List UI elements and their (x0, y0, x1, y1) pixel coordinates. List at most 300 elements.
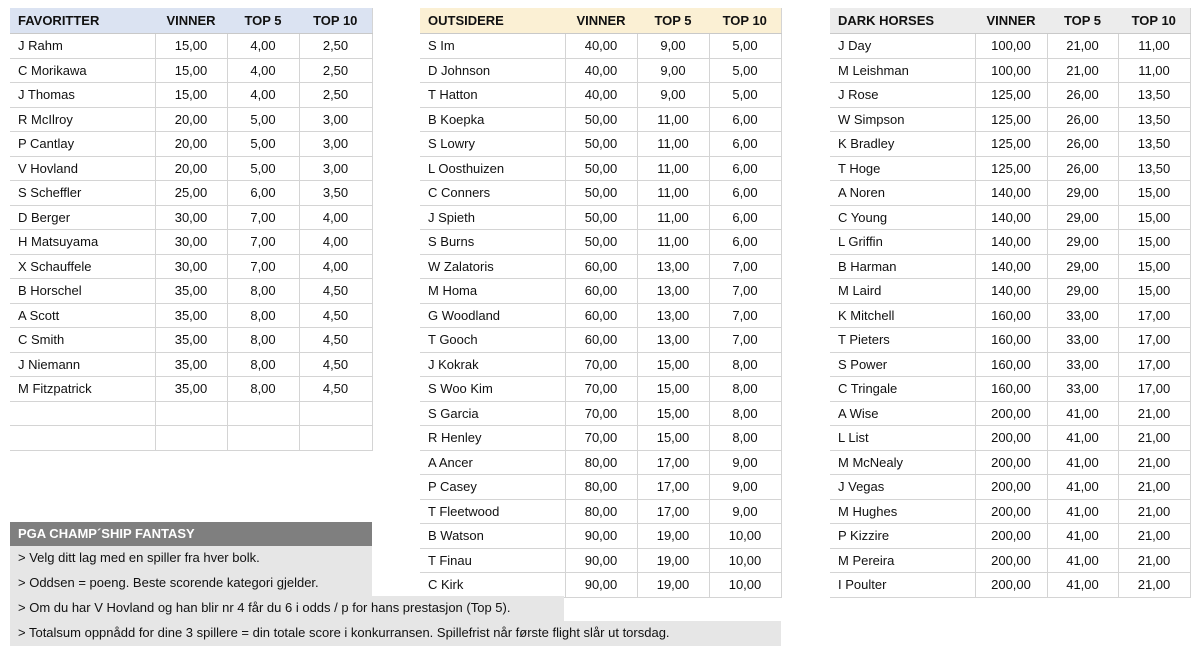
table-row (420, 328, 781, 353)
odds-cell: 21,00 (1118, 401, 1190, 426)
favoritter-body (10, 34, 372, 451)
player-name-cell: J Day (830, 34, 975, 59)
odds-cell: 4,50 (299, 279, 372, 304)
table-row (420, 377, 781, 402)
odds-cell: 30,00 (155, 230, 227, 255)
odds-cell: 11,00 (1118, 34, 1190, 59)
odds-cell: 200,00 (975, 573, 1047, 598)
odds-cell: 3,00 (299, 156, 372, 181)
table-row (420, 181, 781, 206)
odds-cell: 4,00 (299, 230, 372, 255)
odds-cell: 17,00 (637, 475, 709, 500)
player-name-cell: T Gooch (420, 328, 565, 353)
player-name-cell: J Spieth (420, 205, 565, 230)
player-name-cell: K Bradley (830, 132, 975, 157)
odds-cell: 20,00 (155, 156, 227, 181)
favoritter-header (10, 8, 372, 34)
player-name-cell: S Garcia (420, 401, 565, 426)
odds-cell: 5,00 (709, 58, 781, 83)
odds-cell: 8,00 (709, 377, 781, 402)
odds-cell: 9,00 (637, 34, 709, 59)
odds-cell: 17,00 (1118, 377, 1190, 402)
odds-cell: 11,00 (637, 230, 709, 255)
odds-cell: 7,00 (227, 205, 299, 230)
odds-cell: 40,00 (565, 83, 637, 108)
table-row (830, 524, 1190, 549)
player-name-cell: I Poulter (830, 573, 975, 598)
odds-cell: 21,00 (1118, 426, 1190, 451)
player-name-cell: T Finau (420, 548, 565, 573)
player-name-cell: J Vegas (830, 475, 975, 500)
table-row (10, 181, 372, 206)
player-name-cell: M Hughes (830, 499, 975, 524)
player-name-cell: R McIlroy (10, 107, 155, 132)
odds-cell: 33,00 (1047, 352, 1118, 377)
player-name-cell: S Scheffler (10, 181, 155, 206)
odds-cell: 11,00 (637, 132, 709, 157)
column-header-player: OUTSIDERE (420, 8, 565, 34)
table-row (420, 573, 781, 598)
odds-cell: 26,00 (1047, 132, 1118, 157)
table-row (420, 450, 781, 475)
odds-cell: 160,00 (975, 377, 1047, 402)
odds-cell: 13,50 (1118, 107, 1190, 132)
info-line-2: > Oddsen = poeng. Beste scorende kategori gjelder. (10, 571, 372, 596)
odds-cell: 90,00 (565, 524, 637, 549)
odds-cell: 29,00 (1047, 230, 1118, 255)
table-row (420, 499, 781, 524)
odds-cell: 8,00 (227, 352, 299, 377)
table-row (420, 475, 781, 500)
table-row (10, 352, 372, 377)
odds-cell: 13,00 (637, 279, 709, 304)
player-name-cell: S Lowry (420, 132, 565, 157)
odds-cell: 15,00 (637, 352, 709, 377)
player-name-cell: W Simpson (830, 107, 975, 132)
player-name-cell: K Mitchell (830, 303, 975, 328)
column-header-odds: VINNER (565, 8, 637, 34)
player-name-cell: D Berger (10, 205, 155, 230)
odds-cell: 30,00 (155, 205, 227, 230)
odds-cell: 3,00 (299, 107, 372, 132)
player-name-cell: D Johnson (420, 58, 565, 83)
odds-cell: 29,00 (1047, 279, 1118, 304)
player-name-cell: T Pieters (830, 328, 975, 353)
odds-cell: 5,00 (709, 34, 781, 59)
odds-cell: 80,00 (565, 450, 637, 475)
odds-cell: 125,00 (975, 156, 1047, 181)
player-name-cell: S Im (420, 34, 565, 59)
player-name-cell: R Henley (420, 426, 565, 451)
player-name-cell: L List (830, 426, 975, 451)
odds-cell: 200,00 (975, 524, 1047, 549)
odds-cell: 26,00 (1047, 107, 1118, 132)
table-row (830, 377, 1190, 402)
odds-cell: 9,00 (709, 499, 781, 524)
table-row (420, 58, 781, 83)
odds-cell: 29,00 (1047, 181, 1118, 206)
odds-cell: 15,00 (155, 58, 227, 83)
odds-cell: 140,00 (975, 254, 1047, 279)
player-name-cell: P Cantlay (10, 132, 155, 157)
odds-cell: 25,00 (155, 181, 227, 206)
table-row (10, 205, 372, 230)
player-name-cell: J Thomas (10, 83, 155, 108)
odds-cell: 4,50 (299, 303, 372, 328)
odds-cell: 70,00 (565, 352, 637, 377)
column-header-odds: TOP 5 (227, 8, 299, 34)
odds-cell: 15,00 (1118, 279, 1190, 304)
table-row (10, 303, 372, 328)
player-name-cell: C Young (830, 205, 975, 230)
player-name-cell: C Kirk (420, 573, 565, 598)
odds-cell: 21,00 (1047, 34, 1118, 59)
odds-cell: 6,00 (709, 132, 781, 157)
column-header-odds: TOP 10 (1118, 8, 1190, 34)
odds-cell: 41,00 (1047, 524, 1118, 549)
odds-cell: 50,00 (565, 107, 637, 132)
player-name-cell: B Harman (830, 254, 975, 279)
player-name-cell: J Rahm (10, 34, 155, 59)
odds-cell: 13,00 (637, 303, 709, 328)
player-name-cell: L Griffin (830, 230, 975, 255)
odds-cell: 41,00 (1047, 401, 1118, 426)
table-row (830, 83, 1190, 108)
player-name-cell: M Laird (830, 279, 975, 304)
column-header-player: DARK HORSES (830, 8, 975, 34)
odds-cell: 11,00 (637, 107, 709, 132)
column-header-odds: TOP 5 (1047, 8, 1118, 34)
odds-cell: 50,00 (565, 156, 637, 181)
table-row (10, 34, 372, 59)
player-name-cell: M Homa (420, 279, 565, 304)
odds-cell: 7,00 (709, 328, 781, 353)
table-row (420, 83, 781, 108)
odds-cell: 4,50 (299, 377, 372, 402)
player-name-cell: G Woodland (420, 303, 565, 328)
odds-cell: 140,00 (975, 279, 1047, 304)
odds-cell: 80,00 (565, 499, 637, 524)
odds-cell: 60,00 (565, 328, 637, 353)
table-row (420, 132, 781, 157)
table-row (830, 181, 1190, 206)
odds-cell: 160,00 (975, 352, 1047, 377)
odds-cell (227, 401, 299, 426)
odds-cell: 6,00 (709, 181, 781, 206)
odds-cell: 4,00 (227, 58, 299, 83)
table-row (830, 450, 1190, 475)
odds-cell: 6,00 (709, 107, 781, 132)
odds-cell: 17,00 (1118, 352, 1190, 377)
odds-cell: 35,00 (155, 303, 227, 328)
player-name-cell: S Woo Kim (420, 377, 565, 402)
odds-cell: 3,00 (299, 132, 372, 157)
odds-cell: 9,00 (709, 450, 781, 475)
table-row (830, 132, 1190, 157)
odds-cell: 17,00 (637, 499, 709, 524)
odds-cell: 160,00 (975, 328, 1047, 353)
odds-cell: 41,00 (1047, 426, 1118, 451)
odds-cell: 6,00 (709, 205, 781, 230)
odds-cell: 7,00 (709, 303, 781, 328)
odds-cell: 11,00 (637, 156, 709, 181)
table-row (10, 156, 372, 181)
odds-cell: 20,00 (155, 132, 227, 157)
odds-cell: 15,00 (1118, 205, 1190, 230)
odds-cell: 4,00 (299, 254, 372, 279)
dark-horses-body (830, 34, 1190, 598)
odds-cell: 8,00 (227, 279, 299, 304)
odds-cell: 6,00 (709, 156, 781, 181)
table-row (420, 426, 781, 451)
odds-cell: 40,00 (565, 58, 637, 83)
odds-cell: 29,00 (1047, 254, 1118, 279)
player-name-cell: T Fleetwood (420, 499, 565, 524)
odds-cell: 26,00 (1047, 83, 1118, 108)
odds-cell: 100,00 (975, 58, 1047, 83)
table-row (10, 401, 372, 426)
odds-cell: 125,00 (975, 83, 1047, 108)
table-row (10, 132, 372, 157)
odds-cell: 3,50 (299, 181, 372, 206)
odds-cell: 200,00 (975, 548, 1047, 573)
odds-cell: 5,00 (227, 132, 299, 157)
column-header-odds: VINNER (155, 8, 227, 34)
table-row (830, 573, 1190, 598)
player-name-cell: W Zalatoris (420, 254, 565, 279)
player-name-cell: V Hovland (10, 156, 155, 181)
table-row (420, 303, 781, 328)
table-row (420, 254, 781, 279)
odds-cell: 9,00 (637, 83, 709, 108)
player-name-cell: L Oosthuizen (420, 156, 565, 181)
odds-cell: 200,00 (975, 475, 1047, 500)
odds-cell: 50,00 (565, 132, 637, 157)
odds-cell: 140,00 (975, 230, 1047, 255)
odds-cell: 200,00 (975, 426, 1047, 451)
odds-cell: 13,50 (1118, 132, 1190, 157)
table-row (10, 328, 372, 353)
odds-cell: 29,00 (1047, 205, 1118, 230)
odds-cell: 11,00 (637, 205, 709, 230)
player-name-cell: T Hatton (420, 83, 565, 108)
odds-cell: 13,00 (637, 254, 709, 279)
odds-cell: 20,00 (155, 107, 227, 132)
table-row (420, 352, 781, 377)
table-row (830, 230, 1190, 255)
player-name-cell: X Schauffele (10, 254, 155, 279)
table-row (420, 34, 781, 59)
odds-cell: 60,00 (565, 254, 637, 279)
favoritter-table (10, 8, 373, 451)
odds-cell: 35,00 (155, 377, 227, 402)
odds-cell: 11,00 (1118, 58, 1190, 83)
odds-cell: 7,00 (709, 254, 781, 279)
odds-cell: 21,00 (1047, 58, 1118, 83)
odds-cell: 19,00 (637, 524, 709, 549)
odds-cell: 9,00 (637, 58, 709, 83)
column-header-odds: VINNER (975, 8, 1047, 34)
player-name-cell: M Pereira (830, 548, 975, 573)
odds-cell: 200,00 (975, 450, 1047, 475)
player-name-cell: C Tringale (830, 377, 975, 402)
player-name-cell: C Conners (420, 181, 565, 206)
odds-cell: 8,00 (227, 303, 299, 328)
odds-cell: 21,00 (1118, 524, 1190, 549)
player-name-cell: S Burns (420, 230, 565, 255)
table-row (830, 475, 1190, 500)
odds-cell: 2,50 (299, 34, 372, 59)
odds-cell: 7,00 (227, 254, 299, 279)
table-row (830, 156, 1190, 181)
odds-cell: 15,00 (1118, 254, 1190, 279)
odds-cell (299, 426, 372, 451)
odds-cell: 200,00 (975, 401, 1047, 426)
odds-cell: 13,50 (1118, 83, 1190, 108)
player-name-cell (10, 426, 155, 451)
odds-cell (227, 426, 299, 451)
odds-cell: 17,00 (637, 450, 709, 475)
table-row (10, 279, 372, 304)
outsidere-header (420, 8, 781, 34)
player-name-cell: A Ancer (420, 450, 565, 475)
player-name-cell: B Watson (420, 524, 565, 549)
table-row (10, 230, 372, 255)
player-name-cell: J Niemann (10, 352, 155, 377)
table-row (830, 548, 1190, 573)
odds-cell: 15,00 (155, 34, 227, 59)
odds-cell: 17,00 (1118, 328, 1190, 353)
odds-cell: 4,00 (227, 83, 299, 108)
table-row (830, 254, 1190, 279)
odds-cell: 6,00 (227, 181, 299, 206)
player-name-cell: C Smith (10, 328, 155, 353)
odds-cell: 26,00 (1047, 156, 1118, 181)
odds-cell: 33,00 (1047, 303, 1118, 328)
player-name-cell: H Matsuyama (10, 230, 155, 255)
odds-cell: 41,00 (1047, 450, 1118, 475)
odds-cell: 11,00 (637, 181, 709, 206)
odds-cell: 90,00 (565, 573, 637, 598)
odds-cell: 5,00 (227, 107, 299, 132)
table-row (830, 303, 1190, 328)
odds-cell: 15,00 (637, 426, 709, 451)
odds-cell: 7,00 (227, 230, 299, 255)
odds-cell: 8,00 (227, 328, 299, 353)
table-row (830, 426, 1190, 451)
table-row (420, 548, 781, 573)
player-name-cell (10, 401, 155, 426)
odds-cell: 17,00 (1118, 303, 1190, 328)
player-name-cell: A Scott (10, 303, 155, 328)
odds-cell: 21,00 (1118, 475, 1190, 500)
odds-cell: 125,00 (975, 132, 1047, 157)
odds-cell: 41,00 (1047, 475, 1118, 500)
player-name-cell: M McNealy (830, 450, 975, 475)
table-row (420, 230, 781, 255)
odds-cell: 100,00 (975, 34, 1047, 59)
odds-cell: 21,00 (1118, 573, 1190, 598)
odds-cell: 90,00 (565, 548, 637, 573)
odds-cell: 70,00 (565, 377, 637, 402)
odds-cell: 8,00 (227, 377, 299, 402)
odds-cell: 140,00 (975, 181, 1047, 206)
odds-cell: 160,00 (975, 303, 1047, 328)
odds-cell: 5,00 (227, 156, 299, 181)
odds-cell: 4,50 (299, 328, 372, 353)
table-row (420, 279, 781, 304)
odds-cell: 35,00 (155, 328, 227, 353)
odds-cell: 10,00 (709, 548, 781, 573)
odds-cell: 125,00 (975, 107, 1047, 132)
player-name-cell: J Kokrak (420, 352, 565, 377)
odds-cell: 41,00 (1047, 499, 1118, 524)
odds-cell: 8,00 (709, 426, 781, 451)
odds-cell: 50,00 (565, 230, 637, 255)
odds-cell: 33,00 (1047, 328, 1118, 353)
odds-cell: 10,00 (709, 573, 781, 598)
odds-cell: 2,50 (299, 83, 372, 108)
odds-cell: 6,00 (709, 230, 781, 255)
info-line-1: > Velg ditt lag med en spiller fra hver bolk. (10, 546, 372, 571)
player-name-cell: T Hoge (830, 156, 975, 181)
table-row (830, 107, 1190, 132)
table-row (830, 279, 1190, 304)
player-name-cell: B Horschel (10, 279, 155, 304)
odds-cell: 19,00 (637, 573, 709, 598)
odds-cell: 41,00 (1047, 573, 1118, 598)
odds-cell: 200,00 (975, 499, 1047, 524)
column-header-odds: TOP 10 (709, 8, 781, 34)
odds-cell: 8,00 (709, 401, 781, 426)
dark-horses-table (830, 8, 1191, 598)
odds-cell: 40,00 (565, 34, 637, 59)
odds-cell (299, 401, 372, 426)
odds-cell: 13,00 (637, 328, 709, 353)
dark-horses-header (830, 8, 1190, 34)
table-row (830, 352, 1190, 377)
table-row (830, 499, 1190, 524)
column-header-odds: TOP 10 (299, 8, 372, 34)
player-name-cell: C Morikawa (10, 58, 155, 83)
player-name-cell: M Leishman (830, 58, 975, 83)
odds-cell: 4,00 (227, 34, 299, 59)
odds-cell (155, 426, 227, 451)
odds-cell: 5,00 (709, 83, 781, 108)
odds-cell: 35,00 (155, 352, 227, 377)
odds-cell: 50,00 (565, 181, 637, 206)
odds-cell: 21,00 (1118, 450, 1190, 475)
odds-cell: 140,00 (975, 205, 1047, 230)
table-row (10, 107, 372, 132)
odds-cell: 15,00 (1118, 181, 1190, 206)
player-name-cell: B Koepka (420, 107, 565, 132)
player-name-cell: A Noren (830, 181, 975, 206)
player-name-cell: A Wise (830, 401, 975, 426)
table-row (420, 156, 781, 181)
odds-cell: 35,00 (155, 279, 227, 304)
table-row (10, 58, 372, 83)
info-title: PGA CHAMP´SHIP FANTASY (10, 522, 372, 546)
table-row (420, 205, 781, 230)
odds-cell: 9,00 (709, 475, 781, 500)
info-line-4: > Totalsum oppnådd for dine 3 spillere = din totale score i konkurransen. Spillefrist når første flight slår ut torsdag. (10, 621, 781, 646)
outsidere-body (420, 34, 781, 598)
table-row (10, 426, 372, 451)
odds-cell: 4,50 (299, 352, 372, 377)
odds-cell: 15,00 (637, 377, 709, 402)
table-row (10, 377, 372, 402)
